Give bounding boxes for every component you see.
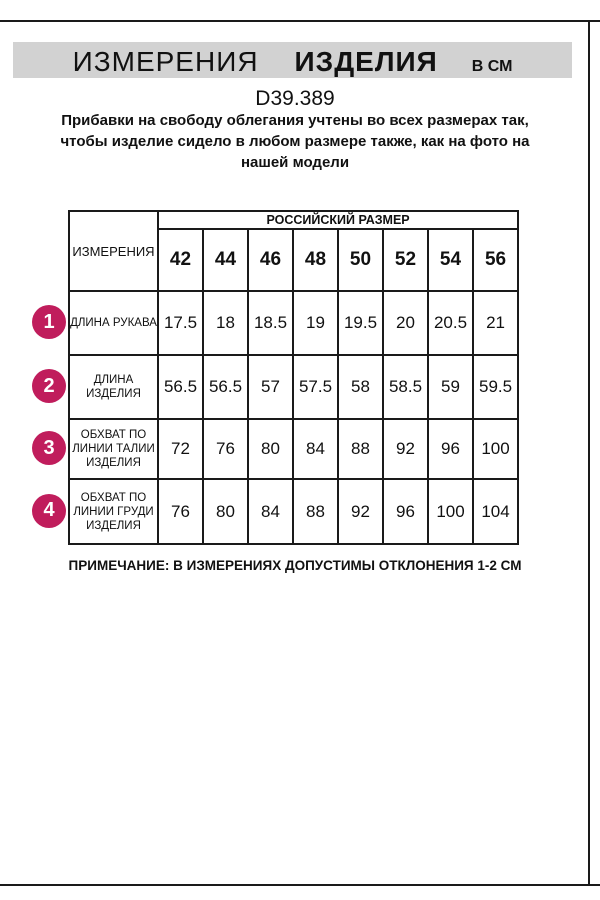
value-cell: 59.5 (473, 355, 518, 419)
row-number-badge: 3 (32, 431, 66, 465)
value-cell: 96 (428, 419, 473, 479)
value-cell: 59 (428, 355, 473, 419)
value-cell: 76 (158, 479, 203, 544)
value-cell: 96 (383, 479, 428, 544)
size-header-cell: 46 (248, 229, 293, 291)
value-cell: 92 (383, 419, 428, 479)
value-cell: 57 (248, 355, 293, 419)
value-cell: 104 (473, 479, 518, 544)
value-cell: 72 (158, 419, 203, 479)
fit-description: Прибавки на свободу облегания учтены во всех размерах так, чтобы изделие сидело в любом размере также, как на фото на нашей модели (60, 112, 530, 171)
value-cell: 84 (248, 479, 293, 544)
title-bar (13, 42, 572, 78)
size-header-cell: 52 (383, 229, 428, 291)
title-measurements: ИЗМЕРЕНИЯ (72, 46, 259, 77)
page-border-top (0, 20, 600, 22)
note-text: ПРИМЕЧАНИЕ: В ИЗМЕРЕНИЯХ ДОПУСТИМЫ ОТКЛОНЕНИЯ 1-2 СМ (68, 558, 522, 573)
row-number-badge: 1 (32, 305, 66, 339)
value-cell: 56.5 (203, 355, 248, 419)
value-cell: 20.5 (428, 291, 473, 355)
measurement-label: ОБХВАТ ПО ЛИНИИ ГРУДИ ИЗДЕЛИЯ (69, 479, 158, 544)
measurement-label: ДЛИНА ИЗДЕЛИЯ (69, 355, 158, 419)
measurements-column-header: ИЗМЕРЕНИЯ (69, 211, 158, 291)
size-table (68, 210, 519, 545)
value-cell: 100 (428, 479, 473, 544)
measurement-row (69, 355, 518, 419)
row-number-badge: 2 (32, 369, 66, 403)
size-table-zone (43, 210, 517, 545)
product-code: D39.389 (255, 87, 335, 110)
size-header-cell: 56 (473, 229, 518, 291)
size-header-cell: 44 (203, 229, 248, 291)
row-number-badge: 4 (32, 494, 66, 528)
value-cell: 18.5 (248, 291, 293, 355)
value-cell: 92 (338, 479, 383, 544)
size-header-cell: 48 (293, 229, 338, 291)
size-header-cell: 54 (428, 229, 473, 291)
title-unit-cm: В СМ (471, 58, 513, 75)
value-cell: 17.5 (158, 291, 203, 355)
measurement-label: ОБХВАТ ПО ЛИНИИ ТАЛИИ ИЗДЕЛИЯ (69, 419, 158, 479)
value-cell: 57.5 (293, 355, 338, 419)
value-cell: 19.5 (338, 291, 383, 355)
value-cell: 84 (293, 419, 338, 479)
measurement-label: ДЛИНА РУКАВА (69, 291, 158, 355)
value-cell: 58 (338, 355, 383, 419)
measurement-row (69, 479, 518, 544)
size-header-cell: 50 (338, 229, 383, 291)
measurement-row (69, 419, 518, 479)
page-border-bottom (0, 884, 600, 886)
value-cell: 19 (293, 291, 338, 355)
value-cell: 56.5 (158, 355, 203, 419)
value-cell: 20 (383, 291, 428, 355)
title-product: ИЗДЕЛИЯ (294, 46, 438, 77)
size-group-row (69, 211, 518, 229)
value-cell: 88 (293, 479, 338, 544)
size-header-cell: 42 (158, 229, 203, 291)
value-cell: 80 (248, 419, 293, 479)
value-cell: 80 (203, 479, 248, 544)
russian-size-header: РОССИЙСКИЙ РАЗМЕР (158, 211, 518, 229)
measurement-row (69, 291, 518, 355)
value-cell: 58.5 (383, 355, 428, 419)
page-border-right (588, 20, 590, 886)
value-cell: 76 (203, 419, 248, 479)
value-cell: 100 (473, 419, 518, 479)
value-cell: 21 (473, 291, 518, 355)
value-cell: 88 (338, 419, 383, 479)
value-cell: 18 (203, 291, 248, 355)
